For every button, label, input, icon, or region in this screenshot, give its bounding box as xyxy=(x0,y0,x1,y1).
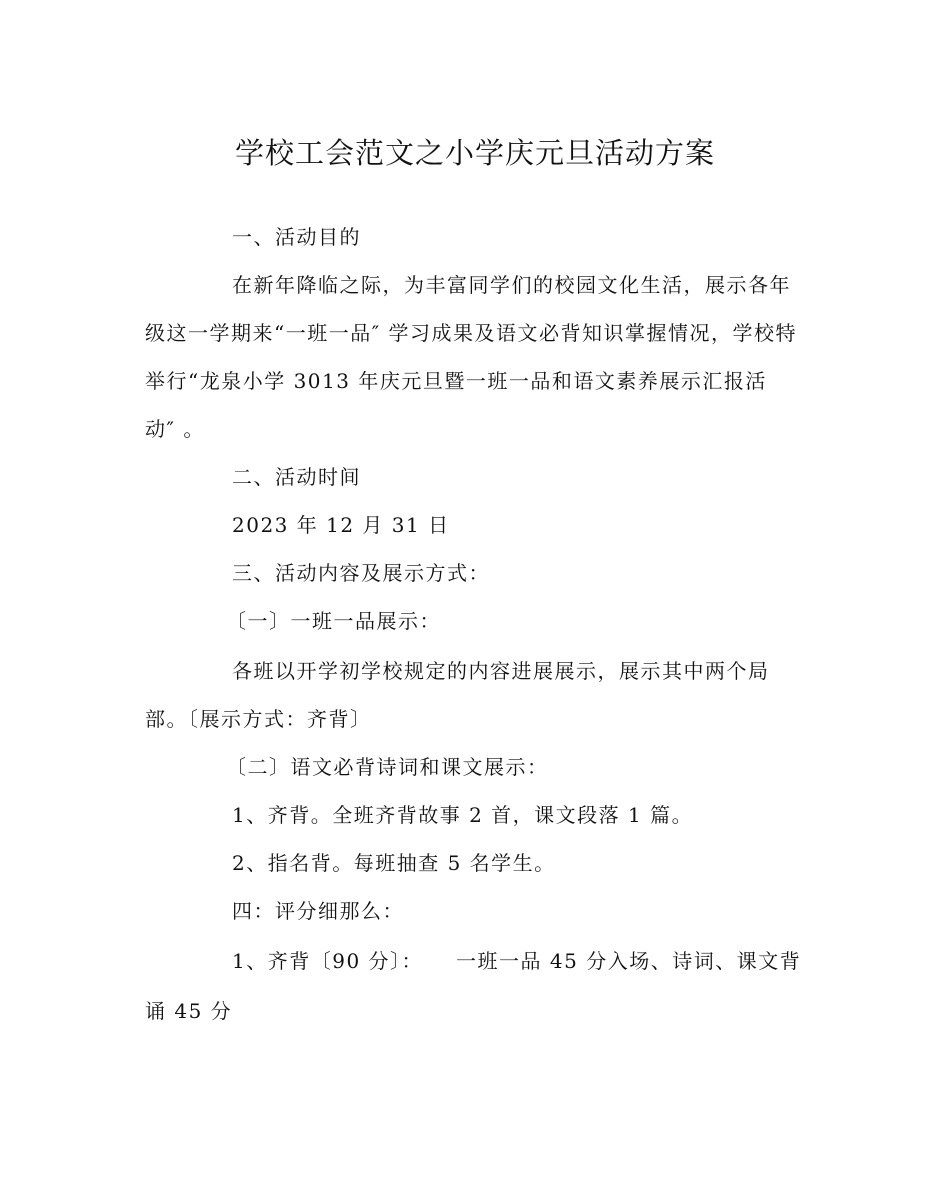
paragraph-purpose-line-1: 在新年降临之际，为丰富同学们的校园文化生活，展示各年 xyxy=(232,273,791,297)
document-title: 学校工会范文之小学庆元旦活动方案 xyxy=(234,136,715,170)
subsection-heading-class-showcase: 〔一〕一班一品展示： xyxy=(226,609,441,633)
paragraph-purpose-line-2: 级这一学期来“一班一品″ 学习成果及语文必背知识掌握情况，学校特 xyxy=(145,321,798,345)
paragraph-purpose-line-4: 动″ 。 xyxy=(145,417,205,441)
scoring-item-line-1: 1、齐背〔90 分〕： 一班一品 45 分入场、诗词、课文背 xyxy=(232,949,802,973)
subsection-heading-recitation: 〔二〕语文必背诗词和课文展示： xyxy=(226,755,549,779)
list-item-named-recitation: 2、指名背。每班抽查 5 名学生。 xyxy=(232,851,556,875)
section-heading-purpose: 一、活动目的 xyxy=(232,225,361,249)
section-heading-scoring: 四：评分细那么： xyxy=(232,899,404,923)
section-heading-content: 三、活动内容及展示方式： xyxy=(232,561,490,585)
activity-date: 2023 年 12 月 31 日 xyxy=(232,513,450,537)
list-item-group-recitation: 1、齐背。全班齐背故事 2 首，课文段落 1 篇。 xyxy=(232,803,694,827)
section-heading-time: 二、活动时间 xyxy=(232,465,361,489)
paragraph-purpose-line-3: 举行“龙泉小学 3013 年庆元旦暨一班一品和语文素养展示汇报活 xyxy=(145,369,767,393)
paragraph-class-showcase-line-1: 各班以开学初学校规定的内容进展展示，展示其中两个局 xyxy=(232,659,770,683)
scoring-item-line-2: 诵 45 分 xyxy=(145,999,233,1023)
paragraph-class-showcase-line-2: 部。〔展示方式：齐背〕 xyxy=(145,707,372,731)
